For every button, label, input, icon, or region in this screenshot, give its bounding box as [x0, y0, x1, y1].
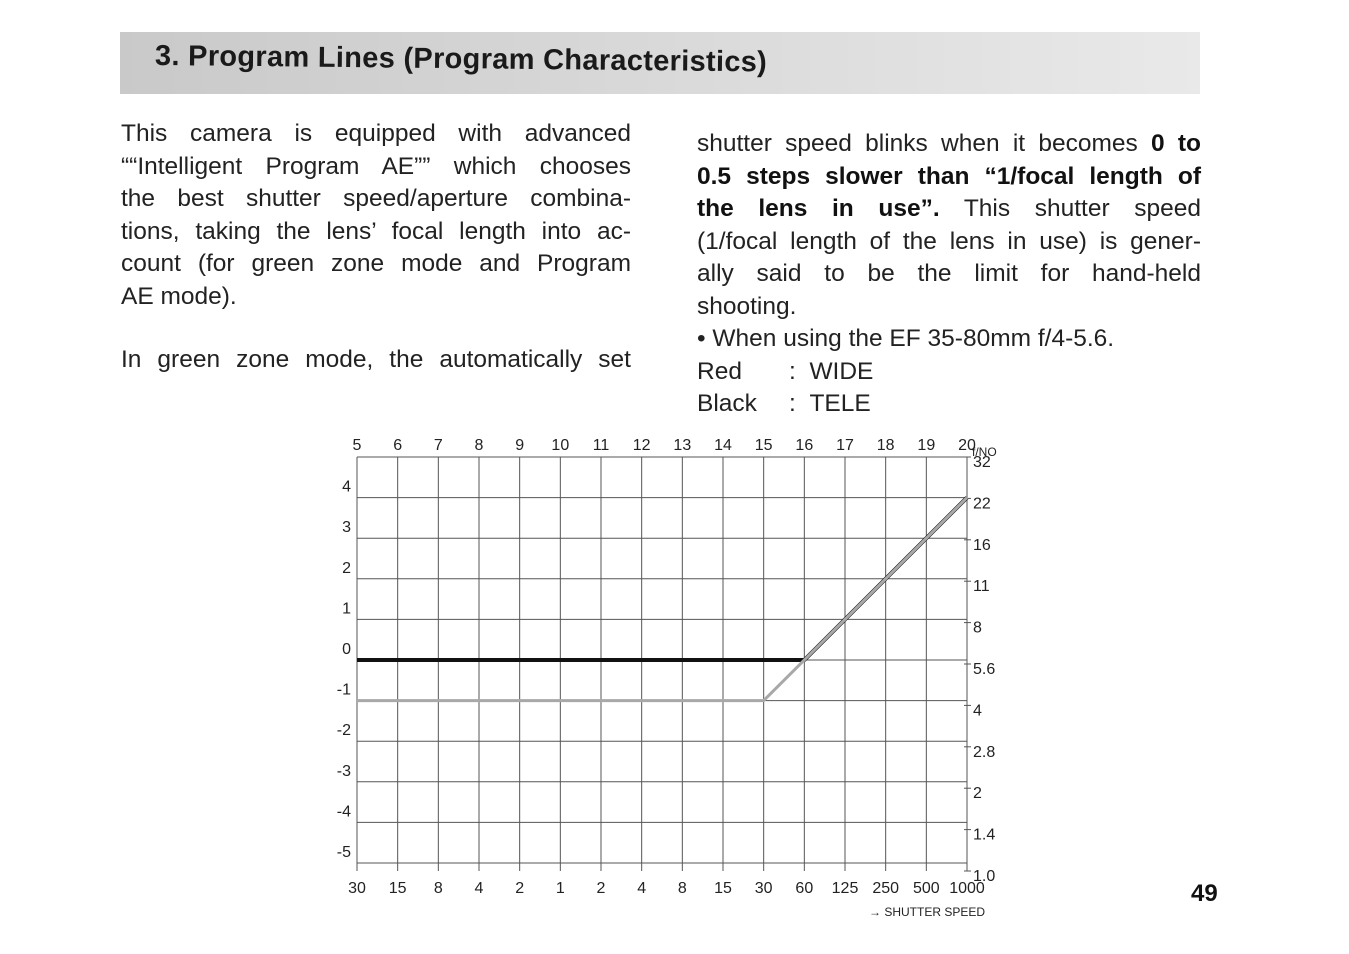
top-axis-tick-label: 8: [474, 437, 484, 454]
bottom-axis-tick-label: 30: [348, 880, 366, 897]
right-axis-tick-label: 5.6: [973, 661, 996, 678]
left-axis-tick-label: 0: [342, 641, 351, 658]
text-line: (1/focal length of the lens in use) is gener-: [697, 227, 1201, 255]
bottom-axis-tick-label: 8: [433, 880, 443, 897]
page-title: 3. Program Lines (Program Characteristics): [154, 40, 768, 79]
right-axis-tick-label: 32: [973, 454, 991, 471]
text-line: the lens in use”. This shutter speed: [697, 195, 1201, 222]
right-axis-tick-label: 1.0: [973, 868, 996, 885]
text-line: In green zone mode, the automatically set: [121, 346, 631, 373]
text-line: This camera is equipped with advanced: [121, 120, 631, 147]
bottom-axis-tick-label: 60: [795, 880, 814, 897]
text-line: count (for green zone mode and Program: [121, 250, 631, 277]
bottom-axis-tick-label: 30: [754, 880, 773, 897]
right-axis-tick-label: 11: [973, 578, 990, 596]
bottom-axis-tick-label: 2: [515, 880, 525, 897]
bottom-axis-tick-label: 1: [555, 880, 565, 897]
bottom-axis-tick-label: 1000: [949, 880, 985, 897]
text-line: the best shutter speed/aperture combina-: [121, 185, 631, 212]
left-axis-tick-label: -2: [336, 722, 351, 740]
legend-name: Red: [697, 357, 742, 385]
page-number: 49: [1191, 880, 1218, 907]
left-axis-tick-label: 2: [342, 559, 351, 577]
text-line: ally said to be the limit for hand-held: [697, 260, 1201, 287]
bottom-axis-tick-label: 15: [714, 880, 732, 897]
left-axis-tick-label: -4: [336, 803, 351, 821]
right-axis-tick-label: 2: [973, 785, 982, 803]
top-axis-tick-label: 5: [352, 437, 362, 454]
right-axis-tick-label: 16: [973, 536, 991, 554]
bullet-item: • When using the EF 35-80mm f/4-5.6.: [697, 325, 1115, 352]
top-axis-tick-label: 7: [433, 437, 443, 454]
legend-sep: :: [789, 357, 796, 385]
top-axis-tick-label: 20: [958, 437, 976, 454]
left-axis-tick-label: -3: [336, 762, 351, 780]
text-line: AE mode).: [121, 282, 237, 310]
top-axis-tick-label: 15: [754, 437, 773, 454]
text-line: shooting.: [697, 292, 797, 320]
top-axis-tick-label: 6: [393, 437, 403, 454]
text-line: tions, taking the lens’ focal length into ac-: [121, 217, 631, 245]
left-axis-tick-label: -5: [336, 844, 351, 861]
top-axis-tick-label: 12: [632, 437, 651, 454]
top-axis-tick-label: 16: [795, 437, 814, 454]
bottom-axis-tick-label: 250: [872, 880, 900, 897]
bottom-axis-tick-label: 15: [388, 880, 407, 897]
top-axis-tick-label: 13: [673, 437, 692, 454]
legend-sep: :: [789, 390, 796, 417]
bottom-axis-tick-label: 4: [474, 880, 484, 897]
bottom-axis-tick-label: 125: [831, 880, 859, 897]
top-axis-tick-label: 19: [917, 437, 936, 454]
top-axis-tick-label: 9: [515, 437, 525, 454]
top-axis-tick-label: 10: [551, 437, 570, 454]
left-axis-tick-label: -1: [336, 681, 351, 699]
bottom-axis-tick-label: 4: [637, 880, 647, 897]
top-axis-tick-label: 11: [592, 437, 610, 454]
left-axis-tick-label: 3: [342, 519, 351, 537]
left-axis-tick-label: 1: [342, 600, 351, 618]
top-axis-tick-label: 17: [836, 437, 854, 454]
left-axis-tick-label: 4: [342, 478, 351, 496]
legend-value: TELE: [809, 390, 871, 417]
legend-value: WIDE: [809, 357, 874, 385]
right-axis-tick-label: 4: [973, 702, 982, 720]
bottom-axis-tick-label: 500: [912, 880, 940, 897]
bottom-axis-tick-label: 2: [596, 880, 606, 897]
right-axis-tick-label: 1.4: [973, 826, 996, 844]
right-axis-tick-label: 2.8: [973, 743, 996, 761]
right-axis-tick-label: 8: [973, 619, 982, 637]
top-axis-tick-label: 14: [714, 437, 732, 454]
top-axis-label: f/NO: [972, 445, 997, 459]
bottom-axis-tick-label: 8: [677, 880, 687, 897]
right-axis-tick-label: 22: [973, 495, 991, 513]
legend-name: Black: [697, 390, 757, 417]
text-line: shutter speed blinks when it becomes 0 to: [697, 130, 1201, 157]
text-line: 0.5 steps slower than “1/focal length of: [697, 162, 1201, 190]
text-line: ““Intelligent Program AE”” which chooses: [121, 152, 631, 180]
bottom-axis-label: → SHUTTER SPEED: [868, 905, 985, 919]
program-line-red-wide: [357, 498, 967, 701]
top-axis-tick-label: 18: [876, 437, 895, 454]
